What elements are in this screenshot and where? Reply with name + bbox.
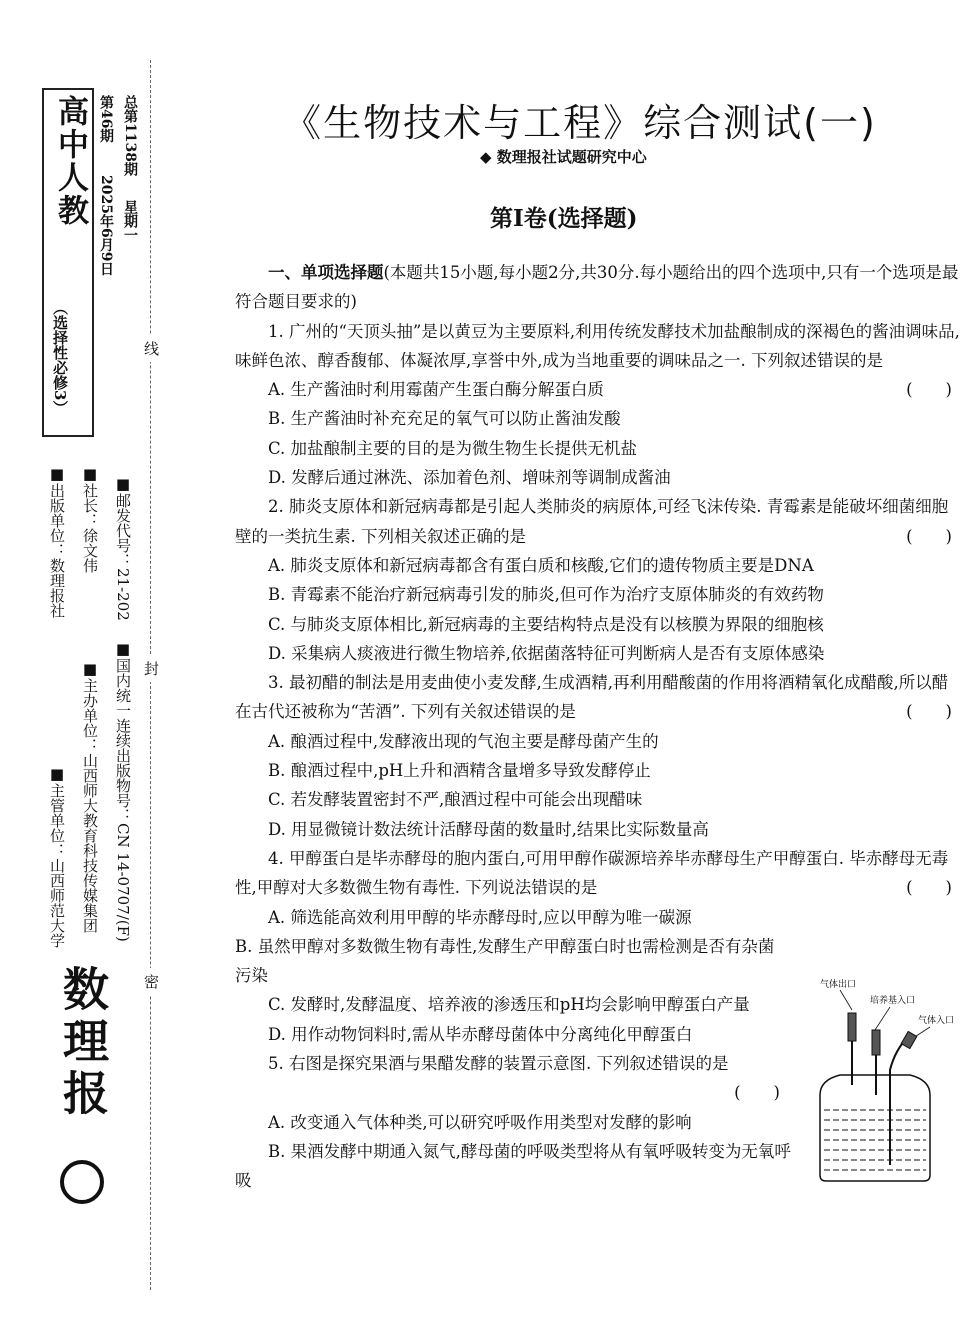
masthead-edition: （选择性必修3）: [51, 300, 69, 416]
logo-text: 数理报: [56, 965, 110, 1121]
answer-blank: ( ): [906, 878, 952, 898]
page-subtitle: ◆ 数理报社试题研究中心: [480, 148, 647, 166]
logo-seal-icon: [60, 1160, 104, 1204]
section-heading-paragraph: [235, 258, 960, 317]
issue-date: 2025年6月9日: [98, 175, 114, 276]
option: B. 果酒发酵中期通入氮气,酵母菌的呼吸类型将从有氧呼吸转变为无氧呼吸: [235, 1141, 791, 1191]
option: B. 生产酱油时补充充足的氧气可以防止酱油发酸: [268, 409, 621, 429]
option: D. 采集病人痰液进行微生物培养,依据菌落特征可判断病人是否有支原体感染: [268, 643, 825, 663]
option: C. 与肺炎支原体相比,新冠病毒的主要结构特点是没有以核膜为界限的细胞核: [268, 614, 824, 634]
label-gas-out: 气体出口: [820, 980, 857, 990]
option: B. 青霉素不能治疗新冠病毒引发的肺炎,但可作为治疗支原体肺炎的有效药物: [268, 585, 824, 605]
cut-mark-feng: 封: [144, 655, 159, 682]
publisher-unit: ■出版单位：数理报社: [48, 465, 66, 618]
label-gas-in: 气体入口: [918, 1016, 955, 1026]
cut-mark-xian: 线: [144, 335, 159, 362]
option: C. 加盐酿制主要的目的是为微生物生长提供无机盐: [268, 438, 638, 458]
issue-weekday: 星期一: [122, 200, 138, 242]
question-stem: 5. 右图是探究果酒与果醋发酵的装置示意图. 下列叙述错误的是: [268, 1054, 729, 1074]
option: B. 酿酒过程中,pH上升和酒精含量增多导致发酵停止: [268, 761, 651, 781]
option: A. 肺炎支原体和新冠病毒都含有蛋白质和核酸,它们的遗传物质主要是DNA: [268, 555, 814, 575]
option: C. 若发酵装置密封不严,酿酒过程中可能会出现醋味: [268, 790, 643, 810]
president: ■社长：徐文伟: [81, 465, 99, 573]
issue-number: 第46期: [98, 95, 114, 143]
option: A. 酿酒过程中,发酵液出现的气泡主要是酵母菌产生的: [268, 731, 659, 751]
postal-code: ■邮发代号：21-202: [114, 475, 132, 621]
fermentation-apparatus-figure: [810, 975, 970, 1185]
sponsor-unit: ■主办单位：山西师大教育科技传媒集团: [81, 660, 99, 933]
option: D. 用作动物饲料时,需从毕赤酵母菌体中分离纯化甲醇蛋白: [268, 1024, 693, 1044]
option: D. 发酵后通过淋洗、添加着色剂、增味剂等调制成酱油: [268, 468, 671, 488]
cut-mark-mi: 密: [144, 968, 159, 995]
question-stem: 2. 肺炎支原体和新冠病毒都是引起人类肺炎的病原体,可经飞沫传染. 青霉素是能破坏细菌细胞壁的一类抗生素. 下列相关叙述正确的是 ( ): [235, 492, 960, 551]
answer-blank: ( ): [906, 380, 952, 400]
option: A. 生产酱油时利用霉菌产生蛋白酶分解蛋白质: [268, 380, 604, 400]
option: C. 发酵时,发酵温度、培养液的渗透压和pH均会影响甲醇蛋白产量: [268, 995, 750, 1015]
answer-blank: ( ): [734, 1083, 780, 1103]
issue-total: 总第1138期: [122, 95, 138, 176]
page-title: 《生物技术与工程》综合测试(一): [283, 101, 877, 145]
masthead-name: 高中人教: [52, 95, 88, 227]
option: B. 虽然甲醇对多数微生物有毒性,发酵生产甲醇蛋白时也需检测是否有杂菌污染: [235, 936, 775, 986]
masthead-sidebar: [0, 0, 175, 1321]
question-stem: 4. 甲醇蛋白是毕赤酵母的胞内蛋白,可用甲醇作碳源培养毕赤酵母生产甲醇蛋白. 毕赤酵母无毒性,甲醇对大多数微生物有毒性. 下列说法错误的是 ( ): [235, 844, 960, 903]
label-medium-in: 培养基入口: [870, 996, 916, 1006]
option: A. 筛选能高效利用甲醇的毕赤酵母时,应以甲醇为唯一碳源: [268, 907, 692, 927]
question-stem: 3. 最初醋的制法是用麦曲使小麦发酵,生成酒精,再利用醋酸菌的作用将酒精氧化成醋酸,所以醋在古代还被称为“苦酒”. 下列有关叙述错误的是 ( ): [235, 668, 960, 727]
supervisor-unit: ■主管单位：山西师范大学: [48, 765, 66, 948]
answer-blank: ( ): [906, 702, 952, 722]
section-heading: 一、单项选择题: [268, 263, 384, 282]
option: A. 改变通入气体种类,可以研究呼吸作用类型对发酵的影响: [268, 1112, 692, 1132]
cn-number: ■国内统一连续出版物号：CN 14-0707/(F): [114, 640, 132, 942]
option: D. 用显微镜计数法统计活酵母菌的数量时,结果比实际数量高: [268, 819, 709, 839]
question-stem: 1. 广州的“天顶头抽”是以黄豆为主要原料,利用传统发酵技术加盐酿制成的深褐色的酱油调味品,味鲜色浓、醇香馥郁、体凝浓厚,享誉中外,成为当地重要的调味品之一. 下列叙述错误的是 ( ): [235, 317, 960, 376]
question-5-block: [235, 1049, 780, 1108]
part-title: 第Ⅰ卷(选择题): [490, 205, 638, 232]
section-instruction: (本题共15小题,每小题2分,共30分.每小题给出的四个选项中,只有一个选项是最符合题目要求的): [235, 263, 959, 312]
answer-blank: ( ): [906, 526, 952, 546]
